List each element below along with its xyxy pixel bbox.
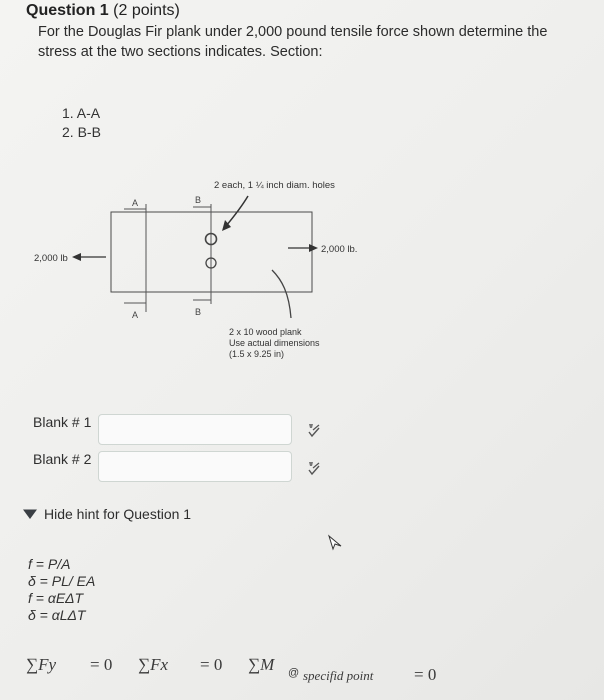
holes-leader-line	[226, 196, 248, 226]
formula-stress: f = P/A	[28, 556, 71, 572]
section-b-top-label: B	[195, 195, 202, 205]
holes-note: 2 each, 1 ¼ inch diam. holes	[214, 180, 335, 191]
mouse-pointer-icon	[327, 534, 345, 552]
force-right-arrowhead	[309, 244, 318, 252]
eq-subscript-point: specifid point	[303, 668, 374, 683]
blank-1-label: Blank # 1	[33, 414, 92, 430]
question-prompt: For the Douglas Fir plank under 2,000 pound tensile force shown determine the stress at the two sections indicates. Section:	[38, 24, 548, 60]
eq-equals-3: = 0	[414, 665, 437, 684]
formula-deformation: δ = PL/ EA	[28, 573, 96, 589]
section-b-bottom-label: B	[195, 307, 202, 317]
eq-equals-2: = 0	[200, 655, 223, 674]
blank-2-label: Blank # 2	[33, 451, 92, 467]
question-title-text: Question 1	[26, 2, 109, 19]
section-a-top-label: A	[132, 198, 139, 208]
eq-equals-1: = 0	[90, 655, 113, 674]
plank-note-line-2: Use actual dimensions	[229, 338, 320, 348]
hint-toggle-button[interactable]	[22, 506, 191, 522]
eq-subscript-at: @	[288, 667, 300, 679]
spellcheck-icon-2[interactable]	[307, 460, 321, 476]
formula-thermal-deformation: δ = αLΔT	[28, 607, 86, 623]
section-a-bottom-label: A	[132, 310, 139, 320]
plank-diagram	[0, 160, 604, 380]
force-left-label: 2,000 lb	[34, 253, 68, 264]
force-left-arrowhead	[72, 253, 81, 261]
eq-term-sum-fx: ∑Fx	[138, 655, 169, 674]
section-item-a: 1. A-A	[62, 105, 101, 121]
question-title	[26, 2, 180, 20]
eq-term-sum-fy: ∑Fy	[26, 655, 57, 674]
question-points: (2 points)	[113, 2, 180, 19]
blank-1-input[interactable]	[98, 414, 292, 445]
section-list	[62, 104, 101, 142]
force-right-label: 2,000 lb.	[321, 244, 358, 255]
plank-note-line-1: 2 x 10 wood plank	[229, 327, 302, 337]
section-item-b: 2. B-B	[62, 124, 101, 140]
spellcheck-icon-1[interactable]	[307, 422, 321, 438]
plank-leader-line	[272, 270, 291, 318]
equilibrium-equation	[26, 646, 596, 696]
formula-thermal-stress: f = αEΔT	[28, 590, 84, 606]
hint-toggle-label: Hide hint for Question 1	[44, 506, 192, 522]
blank-2-input[interactable]	[98, 451, 292, 482]
triangle-down-icon	[22, 508, 38, 520]
eq-term-sum-m: ∑M	[248, 655, 275, 674]
hint-formula-list	[28, 556, 95, 624]
plank-note-line-3: (1.5 x 9.25 in)	[229, 349, 285, 359]
